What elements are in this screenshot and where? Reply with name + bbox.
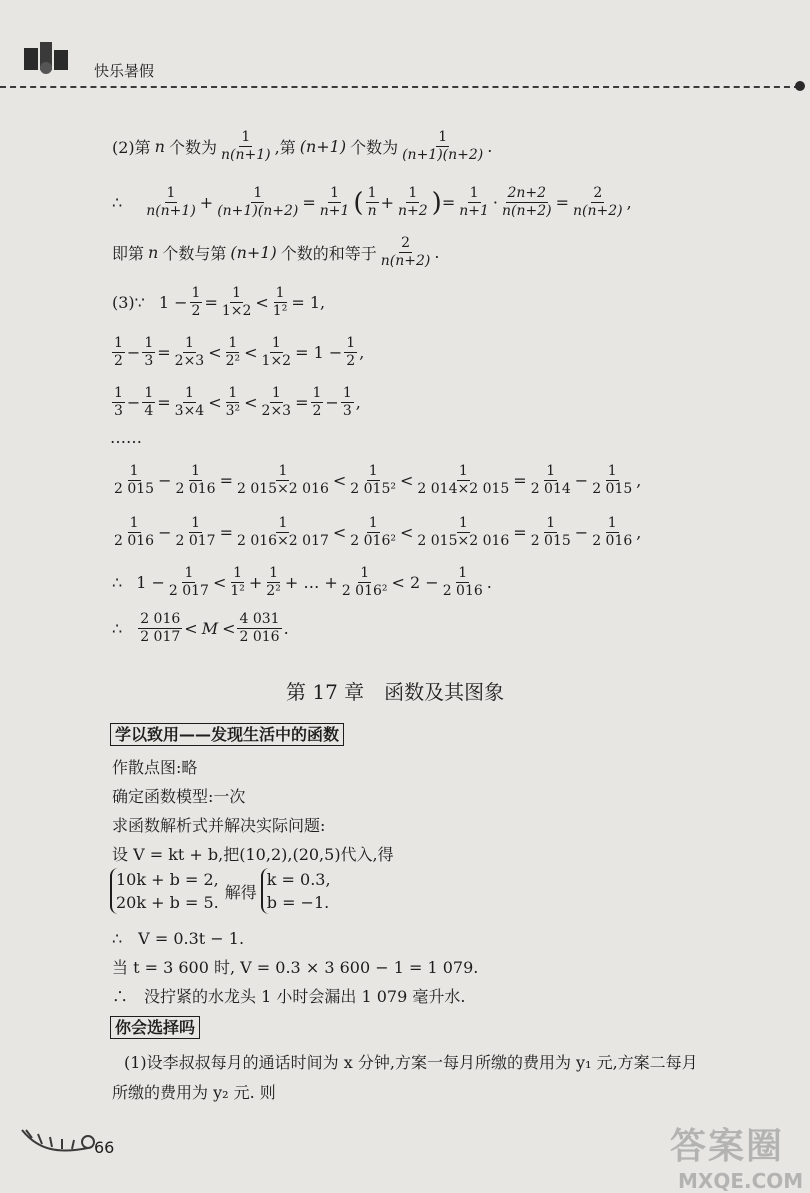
part2-line1: (2)第 n 个数为 $\frac{1}{n(n+1)}$ ,第 (n+1) 个数为 $\frac{1}{(n+1)(n+2)}$ . (112, 129, 493, 163)
part2-n: n (154, 137, 165, 156)
part2-intro-a: (2)第 (112, 138, 151, 157)
section2-para-line1: (1)设李叔叔每月的通话时间为 x 分钟,方案一每月所缴的费用为 y₁ 元,方案二每月 (124, 1053, 698, 1072)
part2-intro-d: 个数为 (350, 138, 399, 157)
part3-line7: ∴ $\frac{2 016}{2 017}$ < M < $\frac{4 031}{2 016}$ . (112, 611, 289, 645)
header-dot (795, 81, 805, 91)
section1-line: 设 V = kt + b,把(10,2),(20,5)代入,得 (112, 845, 394, 864)
watermark-logo (670, 1118, 803, 1193)
watermark-url: MXQE.COM (678, 1169, 804, 1193)
section1-after-line: 当 t = 3 600 时, V = 0.3 × 3 600 − 1 = 1 079. (112, 958, 479, 977)
section1-heading: 学以致用——发现生活中的函数 (110, 723, 344, 746)
part3-label: (3)∵ (112, 293, 145, 312)
section1-after-line: ∴ V = 0.3t − 1. (112, 929, 245, 948)
concl-n: n (148, 243, 159, 262)
watermark-text: 答案圈 (670, 1126, 785, 1167)
part3-line6: ∴ 1 − $\frac{1}{2 017}$ < $\frac{1}{\text{1²}}$ + $\frac{1}{\text{2²}}$ + … + $\frac{1}{\text{2 016²}}$ < 2 − $\frac{1}{2 016}$ . (112, 565, 492, 599)
concl-np1: (n+1) (230, 243, 277, 262)
section2-para-line2: 所缴的费用为 y₂ 元. 则 (112, 1083, 276, 1102)
part3-line4: $\frac{1}{2 015}$ − $\frac{1}{2 016}$ = $\frac{1}{2 015\times 2 016}$ < $\frac{1}{\text{2 015²}}$ < $\frac{1}{2 014\times 2 015}$ = $\frac{1}{2 014}$ − $\frac{1}{2 015}$ , (114, 463, 642, 497)
header-logo (18, 38, 74, 78)
section2-heading-box (110, 1015, 200, 1038)
part2-intro-b: 个数为 (168, 138, 217, 157)
page-number: 66 (94, 1138, 115, 1157)
section1-line: 求函数解析式并解决实际问题: (112, 816, 326, 835)
section1-line: 确定函数模型:一次 (112, 787, 246, 806)
concl-a: 即第 (112, 244, 145, 263)
section1-after-line: ∴ 没拧紧的水龙头 1 小时会漏出 1 079 毫升水. (112, 987, 466, 1006)
part2-intro-c: ,第 (274, 138, 296, 157)
header-section-title: 快乐暑假 (94, 62, 155, 80)
equation-system (110, 868, 333, 914)
part3-line5: $\frac{1}{2 016}$ − $\frac{1}{2 017}$ = $\frac{1}{2 016\times 2 017}$ < $\frac{1}{\text{2 016²}}$ < $\frac{1}{2 015\times 2 016}$ = $\frac{1}{2 015}$ − $\frac{1}{2 016}$ , (114, 515, 642, 549)
section1-heading-box (110, 722, 344, 745)
header-divider (0, 86, 800, 88)
fraction: $\frac{1}{(n+1)(n+2)}$ (402, 129, 484, 163)
sys-sol-2: b = −1. (266, 893, 330, 912)
section1-line: 作散点图:略 (112, 758, 198, 777)
section2-heading: 你会选择吗 (110, 1016, 200, 1039)
sys-sol-1: k = 0.3, (266, 870, 331, 889)
concl-b: 个数与第 (162, 244, 227, 263)
sys-solve-label: 解得 (224, 882, 257, 902)
part3-dots: …… (110, 428, 142, 447)
chapter-title: 第 17 章 函数及其图象 (286, 680, 505, 704)
concl-c: 个数的和等于 (280, 244, 377, 263)
part3-line1: (3)∵ 1 − $\frac{1}{2}$ = $\frac{1}{1\times 2}$ < $\frac{1}{\text{1²}}$ = 1, (112, 285, 326, 319)
part2-equation: ∴ $\frac{1}{n(n+1)}$ + $\frac{1}{(n+1)(n+2)}$ = $\frac{1}{n+1}$ ( $\frac{1}{n}$ + $\frac{1}{n+2}$ ) = $\frac{1}{n+1}$ · $\frac{2n+2}{n(n+2)}$ = $\frac{2}{n(n+2)}$ , (112, 185, 632, 219)
fraction: $\frac{1}{n(n+1)}$ (221, 129, 271, 163)
sys-eq-2: 20k + b = 5. (116, 893, 219, 912)
part2-conclusion: 即第 n 个数与第 (n+1) 个数的和等于 $\frac{2}{n(n+2)}$ . (112, 235, 440, 269)
sys-eq-1: 10k + b = 2, (116, 870, 219, 889)
part3-line2: $\frac{1}{2}$ − $\frac{1}{3}$ = $\frac{1}{2\times 3}$ < $\frac{1}{\text{2²}}$ < $\frac{1}{1\times 2}$ = 1 − $\frac{1}{2}$ , (114, 335, 365, 369)
part2-np1: (n+1) (299, 137, 347, 156)
footer-vine-icon (18, 1120, 98, 1160)
part3-line3: $\frac{1}{3}$ − $\frac{1}{4}$ = $\frac{1}{3\times 4}$ < $\frac{1}{\text{3²}}$ < $\frac{1}{2\times 3}$ = $\frac{1}{2}$ − $\frac{1}{3}$ , (114, 385, 361, 419)
therefore-symbol: ∴ (112, 193, 123, 212)
